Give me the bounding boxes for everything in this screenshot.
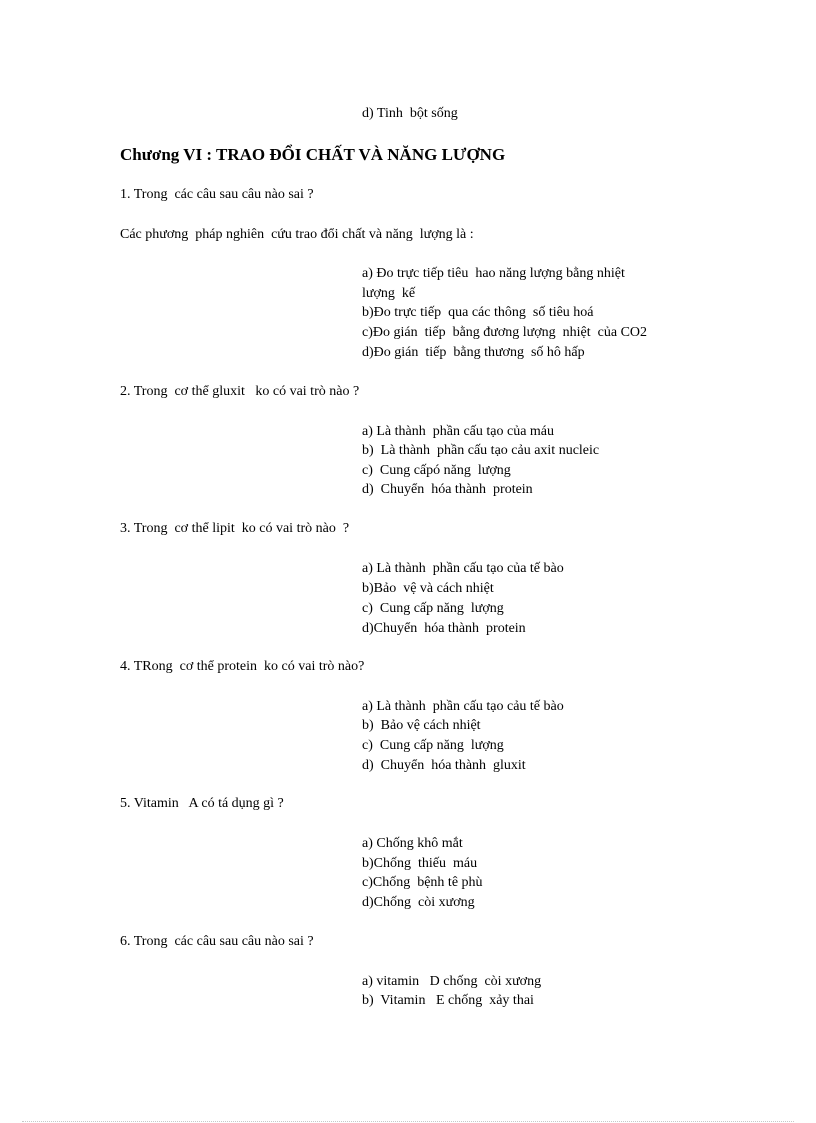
question-3-option-d: d)Chuyển hóa thành protein (362, 621, 526, 636)
page-bottom-divider (22, 1121, 794, 1122)
question-4-option-b: b) Bảo vệ cách nhiệt (362, 718, 481, 733)
question-1-option-a: a) Đo trực tiếp tiêu hao năng lượng bằng nhiệt (362, 266, 625, 281)
question-6-prompt: 6. Trong các câu sau câu nào sai ? (120, 934, 314, 949)
question-5-prompt: 5. Vitamin A có tá dụng gì ? (120, 796, 284, 811)
question-3-option-c: c) Cung cấp năng lượng (362, 601, 504, 616)
question-4-option-c: c) Cung cấp năng lượng (362, 738, 504, 753)
question-1-sub-prompt: Các phương pháp nghiên cứu trao đổi chất và năng lượng là : (120, 227, 474, 242)
chapter-title: Chương VI : TRAO ĐỔI CHẤT VÀ NĂNG LƯỢNG (120, 145, 506, 164)
question-4-option-d: d) Chuyển hóa thành gluxit (362, 758, 526, 773)
question-3-option-b: b)Bảo vệ và cách nhiệt (362, 581, 494, 596)
question-6-option-a: a) vitamin D chống còi xương (362, 974, 542, 989)
question-6-option-b: b) Vitamin E chống xảy thai (362, 993, 534, 1008)
question-3-option-a: a) Là thành phần cấu tạo của tế bào (362, 561, 564, 576)
question-1-option-a-cont: lượng kế (362, 286, 416, 301)
question-1-option-d: d)Đo gián tiếp bằng thương số hô hấp (362, 345, 585, 360)
question-5-option-c: c)Chống bệnh tê phù (362, 875, 483, 890)
question-5-option-d: d)Chống còi xương (362, 895, 475, 910)
question-5-option-a: a) Chống khô mắt (362, 836, 463, 851)
question-2-option-b: b) Là thành phần cấu tạo cảu axit nucleic (362, 443, 600, 458)
question-4-prompt: 4. TRong cơ thể protein ko có vai trò nào? (120, 659, 365, 674)
previous-answer-option: d) Tinh bột sống (362, 106, 458, 121)
question-4-option-a: a) Là thành phần cấu tạo cảu tế bào (362, 699, 564, 714)
question-2-option-a: a) Là thành phần cấu tạo của máu (362, 424, 555, 439)
question-1-option-c: c)Đo gián tiếp bằng đương lượng nhiệt của CO2 (362, 325, 648, 340)
question-1-option-b: b)Đo trực tiếp qua các thông số tiêu hoá (362, 305, 594, 320)
question-1-prompt: 1. Trong các câu sau câu nào sai ? (120, 187, 314, 202)
question-3-prompt: 3. Trong cơ thể lipit ko có vai trò nào ? (120, 521, 350, 536)
question-2-option-c: c) Cung cấpó năng lượng (362, 463, 511, 478)
question-2-option-d: d) Chuyển hóa thành protein (362, 482, 533, 497)
question-2-prompt: 2. Trong cơ thể gluxit ko có vai trò nào ? (120, 384, 360, 399)
question-5-option-b: b)Chống thiếu máu (362, 856, 478, 871)
